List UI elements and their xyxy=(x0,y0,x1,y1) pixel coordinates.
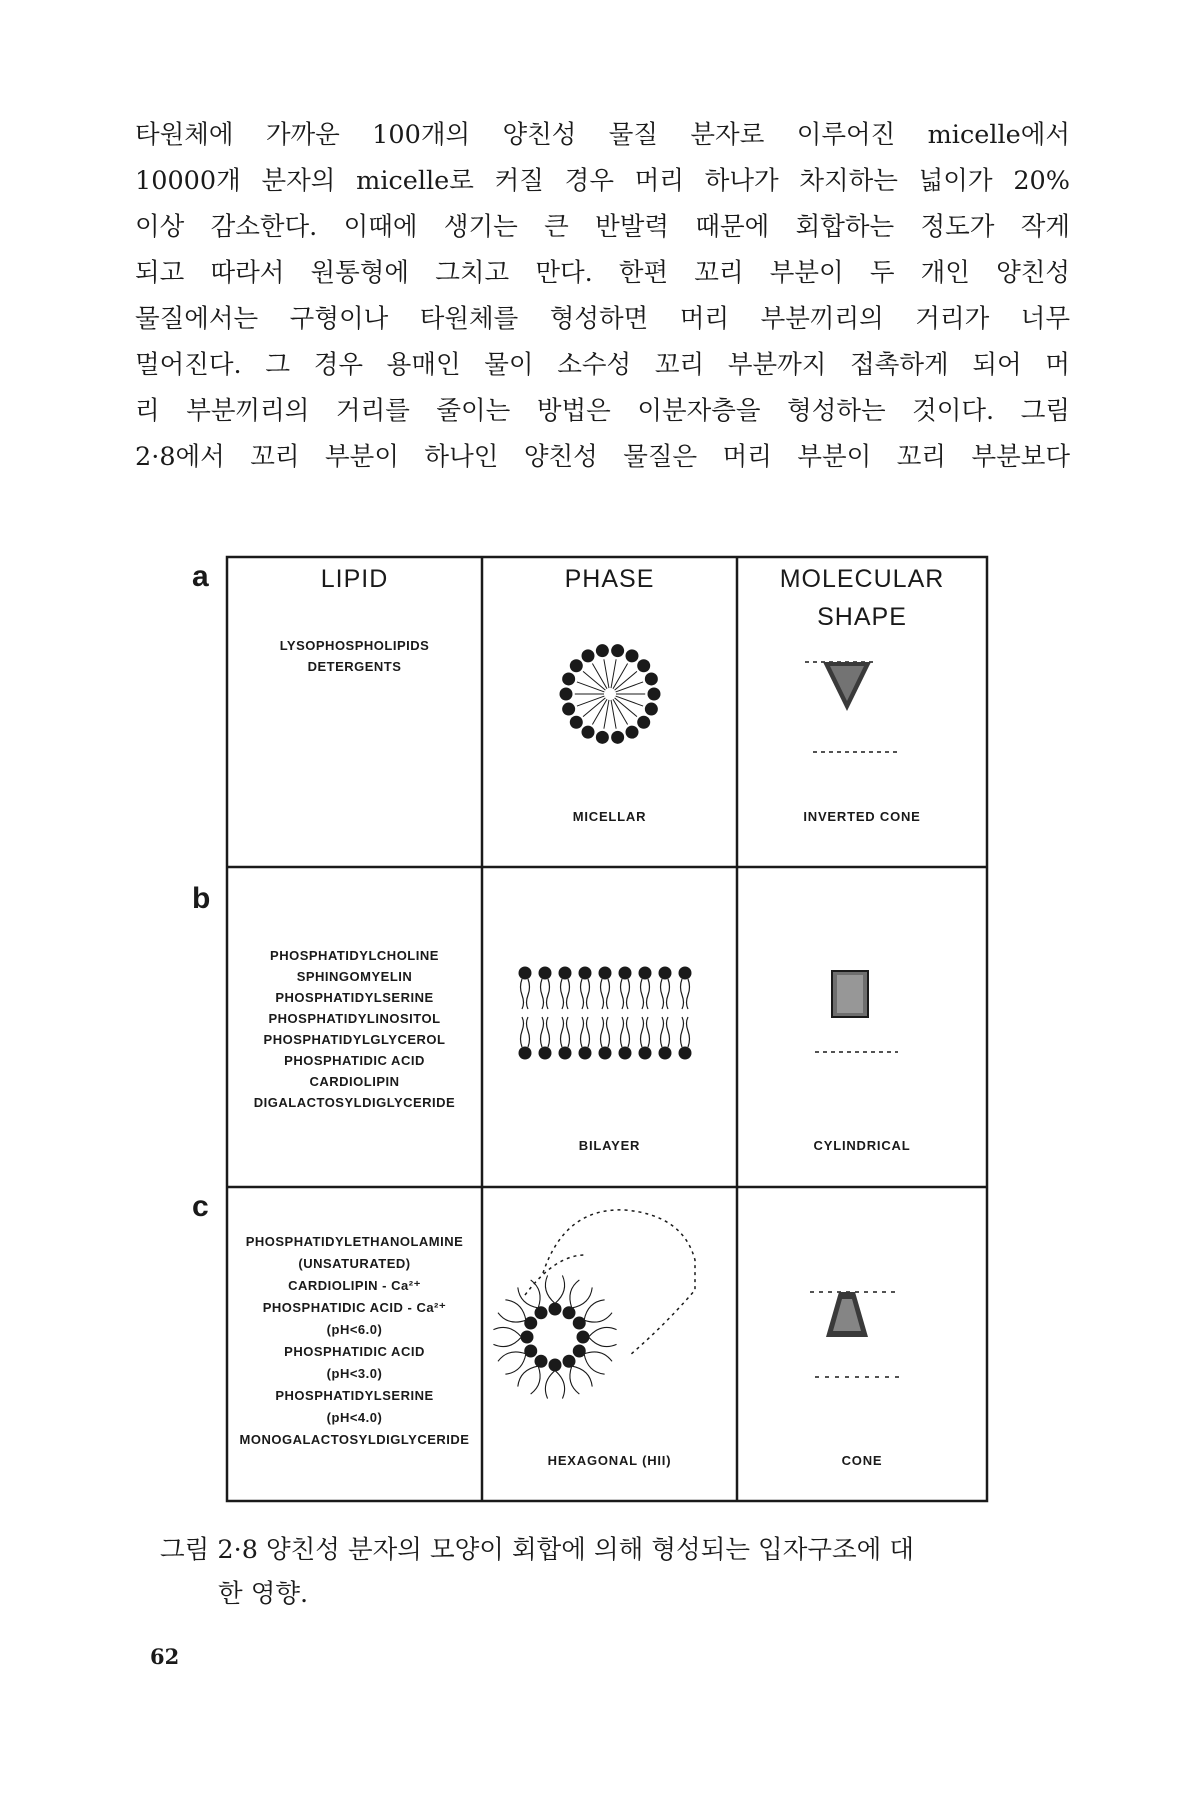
phase-label-micellar: MICELLAR xyxy=(572,809,647,824)
lipid-head xyxy=(562,672,575,685)
lipid-head xyxy=(560,688,573,701)
cylindrical-shape xyxy=(815,971,898,1052)
lipid-head xyxy=(563,1355,576,1368)
lipid-list-b xyxy=(227,945,482,1113)
lipid-name: (pH<6.0) xyxy=(326,1322,383,1337)
lipid-name: CARDIOLIPIN - Ca²⁺ xyxy=(288,1278,421,1293)
header-phase: PHASE xyxy=(564,565,655,593)
lipid-tail xyxy=(527,1017,530,1047)
lipid-head xyxy=(611,731,624,744)
lipid-tail xyxy=(567,979,570,1009)
hexagonal-diagram xyxy=(493,1210,695,1399)
lipid-tail xyxy=(531,1280,540,1308)
lipid-tail xyxy=(627,1017,630,1047)
text-line: 타원체에 가까운 100개의 양친성 물질 분자로 이루어진 micelle에서 xyxy=(135,120,1070,150)
lipid-head xyxy=(570,716,583,729)
bilayer-diagram xyxy=(519,967,692,1060)
lipid-tail xyxy=(555,1275,565,1303)
lipid-head xyxy=(639,1047,652,1060)
lipid-name: PHOSPHATIDIC ACID xyxy=(284,1053,425,1068)
header-molecular: MOLECULAR xyxy=(779,565,945,593)
lipid-tail xyxy=(493,1327,521,1337)
lipid-tail xyxy=(584,1354,604,1374)
lipid-tail xyxy=(567,1017,570,1047)
lipid-tail xyxy=(545,1275,555,1303)
lipid-head xyxy=(539,967,552,980)
lipid-tail xyxy=(589,1327,617,1337)
lipid-head xyxy=(579,967,592,980)
lipid-tail xyxy=(572,1287,592,1307)
lipid-tail xyxy=(584,1352,612,1361)
lipid-tail xyxy=(667,979,670,1009)
lipid-head xyxy=(521,1331,534,1344)
lipid-tail xyxy=(627,979,630,1009)
lipid-name: PHOSPHATIDYLCHOLINE xyxy=(270,948,439,963)
shape-label-cone: CONE xyxy=(841,1453,883,1468)
lipid-head xyxy=(637,659,650,672)
lipid-name: PHOSPHATIDIC ACID xyxy=(284,1344,425,1359)
lipid-name: CARDIOLIPIN xyxy=(309,1074,400,1089)
lipid-tail xyxy=(584,1300,604,1320)
page-number: 62 xyxy=(150,1644,180,1669)
lipid-head xyxy=(645,672,658,685)
lipid-head xyxy=(626,726,639,739)
lipid-tail xyxy=(616,696,643,706)
lipid-tail xyxy=(527,979,530,1009)
lipid-head xyxy=(596,644,609,657)
lipid-head xyxy=(619,967,632,980)
lipid-head xyxy=(524,1345,537,1358)
caption-line-1: 그림 2·8 양친성 분자의 모양이 회합에 의해 형성되는 입자구조에 대 xyxy=(160,1535,914,1565)
lipid-tail xyxy=(521,979,524,1009)
text-line: 물질에서는 구형이나 타원체를 형성하면 머리 부분끼리의 거리가 너무 xyxy=(135,304,1070,334)
lipid-head xyxy=(562,703,575,716)
lipid-head xyxy=(563,1306,576,1319)
lipid-tail xyxy=(621,979,624,1009)
lipid-head xyxy=(559,967,572,980)
row-letter-a: a xyxy=(192,560,209,593)
lipid-tail xyxy=(498,1313,526,1322)
lipid-name: PHOSPHATIDYLETHANOLAMINE xyxy=(245,1234,464,1249)
lipid-tail xyxy=(521,1017,524,1047)
lipid-head xyxy=(535,1306,548,1319)
lipid-tail xyxy=(541,979,544,1009)
lipid-head xyxy=(519,967,532,980)
lipid-tail xyxy=(621,1017,624,1047)
lipid-tail xyxy=(687,979,690,1009)
lipid-head xyxy=(573,1317,586,1330)
lipid-tail xyxy=(498,1352,526,1361)
lipid-name: (pH<4.0) xyxy=(326,1410,383,1425)
lipid-tail xyxy=(601,1017,604,1047)
cone-shape xyxy=(810,1292,900,1377)
lipid-tail xyxy=(518,1366,538,1386)
lipid-tail xyxy=(661,1017,664,1047)
lipid-tail xyxy=(547,979,550,1009)
lipid-tail xyxy=(505,1354,525,1374)
caption-line-2: 한 영향. xyxy=(218,1579,309,1609)
lipid-head xyxy=(637,716,650,729)
lipid-head xyxy=(626,649,639,662)
lipid-name: PHOSPHATIDYLINOSITOL xyxy=(268,1011,441,1026)
lipid-head xyxy=(611,644,624,657)
lipid-tail xyxy=(541,1017,544,1047)
text-line: 10000개 분자의 micelle로 커질 경우 머리 하나가 차지하는 넓이가 20% xyxy=(135,166,1070,196)
lipid-head xyxy=(648,688,661,701)
lipid-tail xyxy=(577,682,604,692)
lipid-tail xyxy=(547,1017,550,1047)
lipid-tail xyxy=(661,979,664,1009)
text-line: 2·8에서 꼬리 부분이 하나인 양친성 물질은 머리 부분이 꼬리 부분보다 xyxy=(135,442,1070,472)
lipid-tail xyxy=(587,979,590,1009)
header-lipid: LIPID xyxy=(320,565,389,593)
text-line: 되고 따라서 원통형에 그치고 만다. 한편 꼬리 부분이 두 개인 양친성 xyxy=(135,258,1070,288)
lipid-tail xyxy=(584,1313,612,1322)
lipid-tail xyxy=(555,1371,565,1399)
lipid-tail xyxy=(616,682,643,692)
text-line: 멀어진다. 그 경우 용매인 물이 소수성 꼬리 부분까지 접촉하게 되어 머 xyxy=(135,350,1070,380)
lipid-tail xyxy=(647,979,650,1009)
lipid-head xyxy=(599,1047,612,1060)
lipid-list-c xyxy=(227,1231,482,1451)
lipid-name: DIGALACTOSYLDIGLYCERIDE xyxy=(253,1095,456,1110)
lipid-name: DETERGENTS xyxy=(307,659,402,674)
lipid-tail xyxy=(561,979,564,1009)
lipid-head xyxy=(582,726,595,739)
lipid-list-a xyxy=(227,635,482,677)
lipid-name: (pH<3.0) xyxy=(326,1366,383,1381)
lipid-tail xyxy=(587,1017,590,1047)
phase-label-bilayer: BILAYER xyxy=(578,1138,641,1153)
lipid-head xyxy=(582,649,595,662)
lipid-tail xyxy=(531,1366,540,1394)
lipid-head xyxy=(519,1047,532,1060)
lipid-tail xyxy=(687,1017,690,1047)
lipid-tail xyxy=(570,1366,579,1394)
lipid-name: SPHINGOMYELIN xyxy=(296,969,413,984)
lipid-tail xyxy=(641,1017,644,1047)
shape-label-cylindrical: CYLINDRICAL xyxy=(813,1138,911,1153)
lipid-head xyxy=(570,659,583,672)
lipid-tail xyxy=(545,1371,555,1399)
lipid-head xyxy=(619,1047,632,1060)
inverted-cone-shape xyxy=(805,662,898,752)
lipid-head xyxy=(645,703,658,716)
lipid-tail xyxy=(641,979,644,1009)
lipid-head xyxy=(549,1359,562,1372)
lipid-head xyxy=(639,967,652,980)
lipid-tail xyxy=(681,979,684,1009)
body-paragraph xyxy=(135,112,1070,480)
row-letter-b: b xyxy=(192,882,211,915)
lipid-name: LYSOPHOSPHOLIPIDS xyxy=(279,638,430,653)
lipid-head xyxy=(679,967,692,980)
lipid-name: PHOSPHATIDYLSERINE xyxy=(275,1388,434,1403)
lipid-tail xyxy=(570,1280,579,1308)
lipid-tail xyxy=(581,1017,584,1047)
lipid-head xyxy=(535,1355,548,1368)
header-shape: SHAPE xyxy=(817,603,907,631)
lipid-tail xyxy=(681,1017,684,1047)
phase-label-hexagonal: HEXAGONAL (HII) xyxy=(547,1453,672,1468)
lipid-head xyxy=(549,1303,562,1316)
lipid-head xyxy=(596,731,609,744)
micelle-diagram xyxy=(560,644,661,744)
lipid-name: (UNSATURATED) xyxy=(298,1256,411,1271)
lipid-tail xyxy=(607,1017,610,1047)
lipid-tail xyxy=(572,1366,592,1386)
lipid-head xyxy=(559,1047,572,1060)
lipid-tail xyxy=(607,979,610,1009)
shape-label-inverted-cone: INVERTED CONE xyxy=(803,809,921,824)
lipid-tail xyxy=(505,1300,525,1320)
lipid-tail xyxy=(577,696,604,706)
lipid-head xyxy=(659,967,672,980)
lipid-head xyxy=(524,1317,537,1330)
lipid-head xyxy=(577,1331,590,1344)
lipid-tail xyxy=(647,1017,650,1047)
lipid-name: PHOSPHATIDYLSERINE xyxy=(275,990,434,1005)
lipid-tail xyxy=(667,1017,670,1047)
row-letter-c: c xyxy=(192,1190,209,1223)
lipid-name: MONOGALACTOSYLDIGLYCERIDE xyxy=(239,1432,470,1447)
lipid-name: PHOSPHATIDYLGLYCEROL xyxy=(263,1032,446,1047)
lipid-name: PHOSPHATIDIC ACID - Ca²⁺ xyxy=(262,1300,447,1315)
lipid-tail xyxy=(589,1337,617,1347)
lipid-tail xyxy=(581,979,584,1009)
lipid-head xyxy=(539,1047,552,1060)
text-line: 리 부분끼리의 거리를 줄이는 방법은 이분자층을 형성하는 것이다. 그림 xyxy=(135,396,1070,426)
lipid-head xyxy=(573,1345,586,1358)
lipid-head xyxy=(579,1047,592,1060)
lipid-tail xyxy=(561,1017,564,1047)
lipid-tail xyxy=(493,1337,521,1347)
lipid-head xyxy=(679,1047,692,1060)
lipid-tail xyxy=(601,979,604,1009)
lipid-head xyxy=(599,967,612,980)
figure-lipid-phases xyxy=(225,555,991,1503)
figure-caption xyxy=(160,1528,1020,1616)
text-line: 이상 감소한다. 이때에 생기는 큰 반발력 때문에 회합하는 정도가 작게 xyxy=(135,212,1070,242)
lipid-head xyxy=(659,1047,672,1060)
lipid-tail xyxy=(518,1287,538,1307)
